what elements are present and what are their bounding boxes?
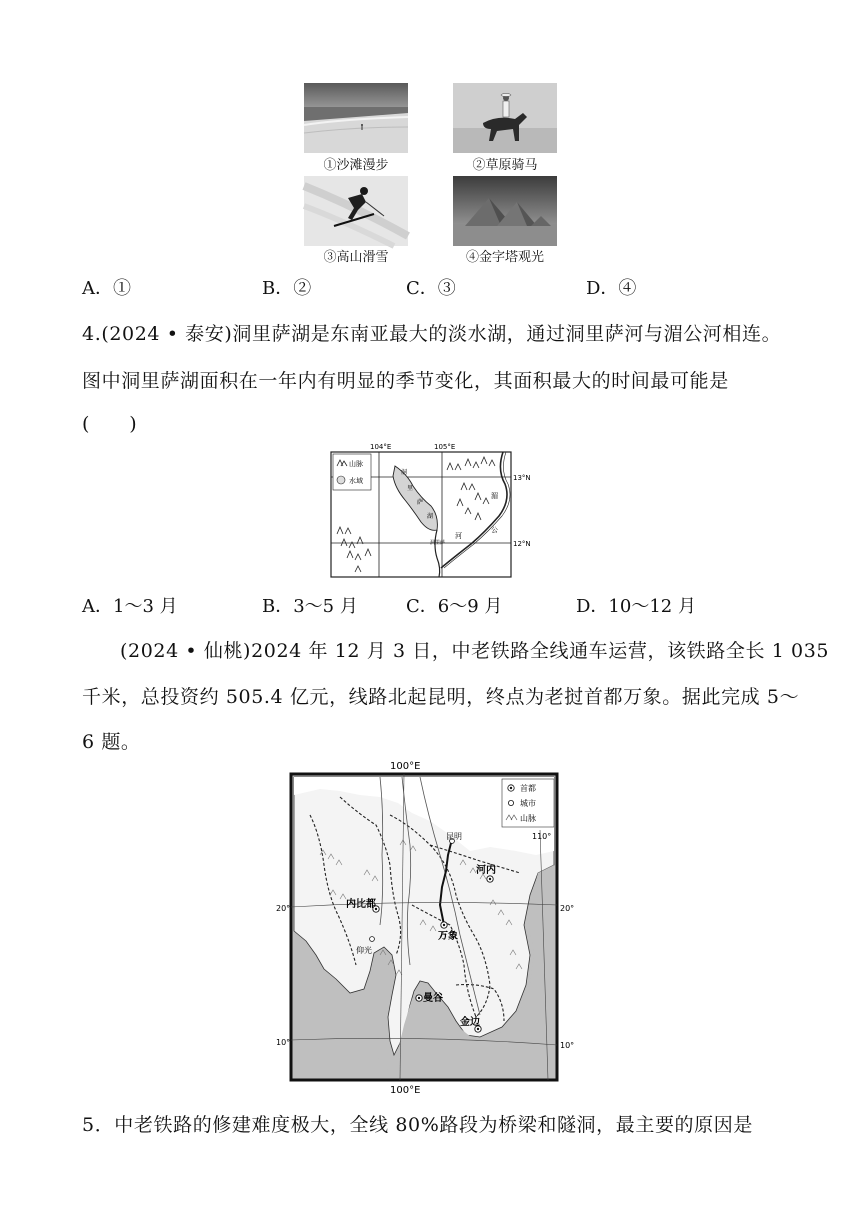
q4-stem-line-1: 4.(2024 • 泰安)洞里萨湖是东南亚最大的淡水湖，通过洞里萨河与湄公河相连。 — [82, 323, 782, 345]
lon-label-bottom: 100°E — [390, 1085, 421, 1096]
q4-option-c[interactable]: C．6～9 月 — [406, 596, 503, 617]
lake-char-3: 萨 — [417, 499, 424, 506]
lon-label-105: 105°E — [434, 443, 456, 451]
legend-water-icon — [337, 476, 345, 484]
legend-mountain-label-2: 山脉 — [520, 814, 536, 823]
lon-label-104: 104°E — [370, 443, 392, 451]
photo-caption-3: ③高山滑雪 — [323, 250, 389, 265]
lon-label-110: 110° — [532, 832, 552, 841]
photo-caption-2: ②草原骑马 — [472, 158, 538, 173]
legend-city-icon — [508, 800, 513, 805]
lat-label-20-right: 20° — [560, 904, 575, 913]
q4-option-b[interactable]: B．3～5 月 — [262, 596, 358, 617]
lat-label-12: 12°N — [513, 540, 531, 548]
passage-line-2: 千米，总投资约 505.4 亿元，线路北起昆明，终点为老挝首都万象。据此完成 5～ — [82, 686, 800, 708]
city-naypyidaw: 内比都 — [346, 899, 376, 910]
beach-photo — [304, 83, 408, 153]
city-bangkok: 曼谷 — [423, 993, 443, 1004]
mekong-char-1: 湄 — [491, 492, 498, 500]
legend-mountain-label: 山脉 — [349, 460, 363, 468]
mekong-char-2: 公 — [491, 526, 498, 534]
lat-label-13: 13°N — [513, 474, 531, 482]
legend-water-label: 水域 — [349, 477, 363, 485]
skiing-photo — [304, 176, 408, 246]
q4-option-d[interactable]: D．10～12 月 — [576, 596, 696, 617]
lon-label-top: 100°E — [390, 761, 421, 772]
photo-caption-1: ①沙滩漫步 — [323, 158, 389, 173]
pyramids-photo — [453, 176, 557, 246]
passage-line-1: (2024 • 仙桃)2024 年 12 月 3 日，中老铁路全线通车运营，该铁路全长 1 035 — [120, 640, 830, 662]
q3-option-d[interactable]: D．④ — [586, 278, 637, 299]
city-vientiane: 万象 — [438, 931, 458, 942]
q3-option-b[interactable]: B．② — [262, 278, 312, 299]
lake-char-1: 洞 — [401, 469, 408, 476]
lat-label-20-left: 20° — [276, 904, 291, 913]
lake-char-4: 湖 — [427, 513, 434, 520]
tonle-sap-map — [325, 440, 540, 584]
q4-answer-blank: ( ) — [82, 413, 138, 435]
city-yangon: 仰光 — [356, 946, 372, 955]
horse-riding-photo — [453, 83, 557, 153]
photo-caption-4: ④金字塔观光 — [465, 250, 544, 265]
lat-label-10-right: 10° — [560, 1041, 575, 1050]
city-hanoi: 河内 — [476, 865, 496, 876]
city-yangon-icon — [370, 937, 375, 942]
city-phnompenh: 金边 — [460, 1017, 480, 1028]
city-kunming: 昆明 — [446, 832, 462, 841]
passage-line-3: 6 题。 — [82, 731, 141, 753]
q3-option-a[interactable]: A．① — [82, 278, 131, 299]
q4-stem-line-2: 图中洞里萨湖面积在一年内有明显的季节变化，其面积最大的时间最可能是 — [82, 370, 729, 392]
q5-stem-line-1: 5．中老铁路的修建难度极大，全线 80%路段为桥梁和隧洞，最主要的原因是 — [82, 1114, 753, 1136]
small-river-label: 洞里萨 — [430, 540, 446, 546]
q3-option-c[interactable]: C．③ — [406, 278, 456, 299]
legend-capital-label: 首都 — [520, 784, 536, 793]
lat-label-10-left: 10° — [276, 1038, 291, 1047]
river-he-label: 河 — [455, 532, 462, 540]
lake-char-2: 里 — [407, 485, 414, 492]
legend-city-label: 城市 — [520, 799, 536, 808]
indochina-map — [276, 755, 580, 1099]
q4-option-a[interactable]: A．1～3 月 — [82, 596, 178, 617]
